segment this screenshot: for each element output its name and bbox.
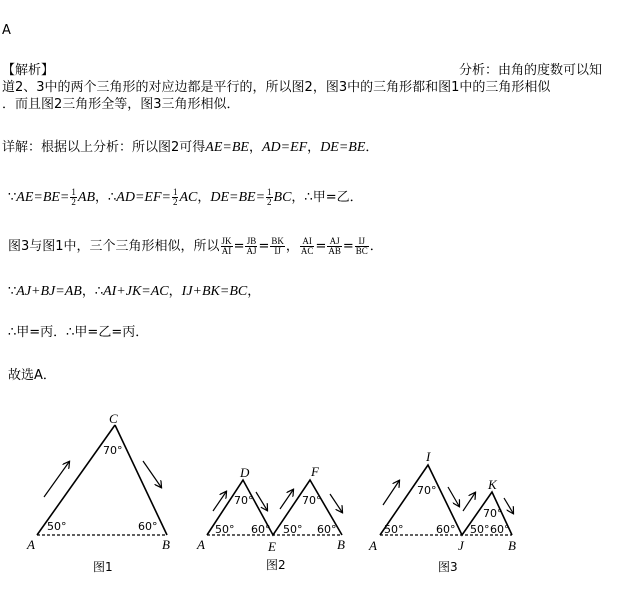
step-4-line: ∴甲=丙．∴甲=乙=丙． bbox=[8, 325, 149, 340]
fig2-vertex-e: E bbox=[268, 539, 276, 554]
fig1-angle-left: 50° bbox=[47, 520, 67, 533]
ratio-aj-ab: $\frac{AJ}{AB}$ bbox=[328, 236, 341, 256]
fraction-half: $\frac{1}{2}$ bbox=[267, 187, 272, 207]
detail-eq-ae-be: AE=BE bbox=[205, 140, 249, 155]
fig3-arrow-up-icon bbox=[383, 481, 399, 505]
step1-eq-b: AD=EF= bbox=[116, 190, 171, 205]
step1-eq-a: AE=BE= bbox=[16, 190, 70, 205]
ratio-jb-aj: $\frac{JB}{AJ}$ bbox=[246, 236, 257, 256]
answer-label: A bbox=[2, 23, 11, 38]
fig2-vertex-f: F bbox=[311, 464, 319, 479]
conclusion-end: ． bbox=[42, 368, 56, 383]
step1-ac: AC bbox=[179, 190, 198, 205]
step3-eq-a: AJ+BJ=AB bbox=[16, 284, 82, 299]
fig2-vertex-b: B bbox=[337, 537, 345, 552]
fig1-vertex-c: C bbox=[109, 411, 118, 426]
therefore-symbol: ，∴ bbox=[95, 190, 117, 205]
step3-end: ， bbox=[247, 284, 261, 299]
step2-prefix: 图3与图1中，三个三角形相似，所以 bbox=[8, 239, 220, 254]
fig3-arrow-down-1-icon bbox=[448, 487, 459, 506]
fig1-vertex-b: B bbox=[162, 537, 170, 552]
detail-sep: ， bbox=[248, 140, 262, 155]
detail-eq-ad-ef: AD=EF bbox=[261, 140, 308, 155]
fig3-vertex-b: B bbox=[508, 538, 516, 553]
step2-comma: ， bbox=[285, 239, 299, 254]
figure-1 bbox=[26, 411, 170, 574]
analysis-line-2: 道2、3中的两个三角形的对应边都是平行的，所以图2，图3中的三角形都和图1中的三角形相似 bbox=[2, 80, 551, 95]
ratio-ai-ac: $\frac{AI}{AC}$ bbox=[300, 236, 314, 256]
step1-tail: ，∴甲=乙． bbox=[291, 190, 363, 205]
fig1-caption: 图1 bbox=[93, 560, 113, 574]
because-symbol: ∵ bbox=[8, 190, 17, 205]
figure-2 bbox=[196, 464, 345, 572]
fig2-arrow-up-2-icon bbox=[280, 490, 293, 509]
step2-end: ． bbox=[369, 239, 383, 254]
analysis-line-3: ．而且图2三角形全等，图3三角形相似． bbox=[2, 97, 240, 112]
detail-sep: ， bbox=[307, 140, 321, 155]
conclusion-prefix: 故选 bbox=[8, 368, 35, 383]
fig2-angle-top-1: 70° bbox=[234, 494, 254, 507]
fig3-caption: 图3 bbox=[438, 560, 458, 574]
ratio-jk-ai: $\frac{JK}{AI}$ bbox=[221, 236, 232, 256]
fig2-caption: 图2 bbox=[266, 558, 286, 572]
fig1-angle-right: 60° bbox=[138, 520, 158, 533]
fig3-angle-right-1: 60° bbox=[436, 523, 456, 536]
fig1-arrow-up-icon bbox=[44, 462, 69, 497]
fig1-vertex-a: A bbox=[27, 537, 35, 552]
fig2-angle-left-1: 50° bbox=[215, 523, 235, 536]
step1-sep: ， bbox=[197, 190, 211, 205]
step3-eq-c: IJ+BK=BC bbox=[181, 284, 248, 299]
fig2-arrow-down-2-icon bbox=[330, 494, 342, 512]
fig2-angle-left-2: 50° bbox=[283, 523, 303, 536]
fig3-vertex-j: J bbox=[458, 538, 464, 553]
step3-sep: ， bbox=[168, 284, 182, 299]
fig2-angle-top-2: 70° bbox=[302, 494, 322, 507]
conclusion-value: A bbox=[34, 368, 43, 383]
fig3-angle-left-2: 50° bbox=[470, 523, 490, 536]
fig2-angle-right-1: 60° bbox=[251, 523, 271, 536]
ratio-ij-bc: $\frac{IJ}{BC}$ bbox=[355, 236, 368, 256]
equals-sign: = bbox=[315, 239, 327, 254]
figure-3 bbox=[368, 449, 516, 574]
step1-ab: AB bbox=[77, 190, 95, 205]
fig3-arrow-down-2-icon bbox=[504, 498, 513, 513]
detail-prefix: 详解：根据以上分析：所以图2可得 bbox=[2, 140, 206, 155]
fig3-arrow-up-2-icon bbox=[463, 493, 475, 511]
equals-sign: = bbox=[233, 239, 245, 254]
fig2-vertex-d: D bbox=[240, 465, 250, 480]
equals-sign: = bbox=[258, 239, 270, 254]
fig3-vertex-k: K bbox=[488, 477, 497, 492]
analysis-head-right: 分析：由角的度数可以知 bbox=[459, 63, 603, 78]
detail-end: ． bbox=[365, 140, 379, 155]
fig2-vertex-a: A bbox=[197, 537, 205, 552]
fraction-half: $\frac{1}{2}$ bbox=[71, 187, 76, 207]
fig3-angle-left-1: 50° bbox=[384, 523, 404, 536]
step1-bc: BC bbox=[273, 190, 292, 205]
fig3-vertex-i: I bbox=[426, 449, 431, 464]
fig1-side-ac bbox=[37, 425, 115, 535]
fig3-vertex-a: A bbox=[369, 538, 377, 553]
detail-eq-de-be: DE=BE bbox=[320, 140, 366, 155]
because-symbol: ∵ bbox=[8, 284, 17, 299]
fig3-angle-top-1: 70° bbox=[417, 484, 437, 497]
fraction-half: $\frac{1}{2}$ bbox=[172, 187, 178, 207]
ratio-bk-ij: $\frac{BK}{IJ}$ bbox=[271, 236, 284, 256]
fig1-angle-top: 70° bbox=[103, 444, 123, 457]
analysis-heading: 【解析】 bbox=[2, 63, 55, 78]
fig2-angle-right-2: 60° bbox=[317, 523, 337, 536]
fig1-arrow-down-icon bbox=[143, 461, 161, 487]
fig3-angle-right-2: 60° bbox=[490, 523, 510, 536]
fig1-side-cb bbox=[115, 425, 167, 535]
step3-eq-b: AI+JK=AC bbox=[103, 284, 169, 299]
equals-sign: = bbox=[342, 239, 354, 254]
fig3-angle-top-2: 70° bbox=[483, 507, 503, 520]
step1-eq-c: DE=BE= bbox=[210, 190, 266, 205]
therefore-symbol: ，∴ bbox=[81, 284, 104, 299]
